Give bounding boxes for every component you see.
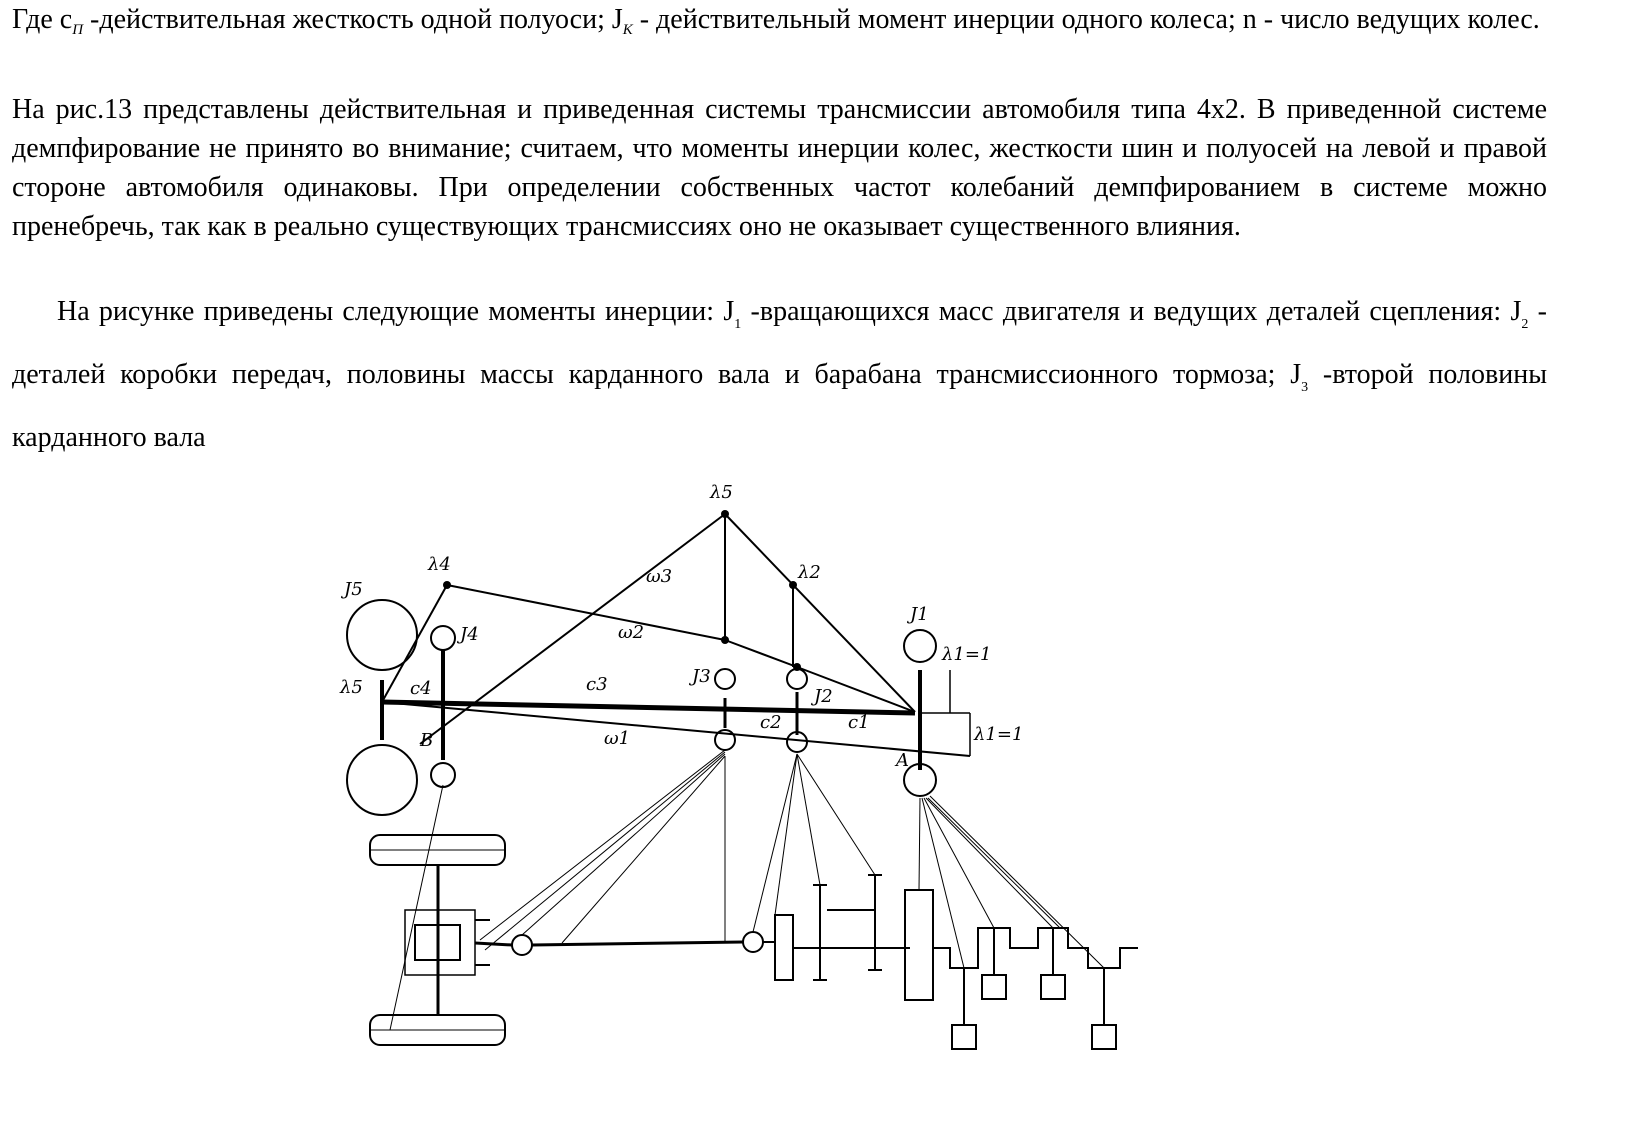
- para3-text-3: - деталей коробки передач, половины массы карданного вала и барабана трансмиссионного тормоза; J: [12, 296, 1547, 390]
- label-j2: J2: [814, 686, 833, 707]
- label-lambda2: λ2: [798, 562, 821, 583]
- mass-j5-top: [347, 600, 417, 670]
- para3-text-2: -вращающихся масс двигателя и ведущих деталей сцепления: J: [741, 296, 1522, 327]
- label-point-a: A: [896, 750, 909, 771]
- label-c1: c1: [848, 712, 870, 733]
- arrow-gear2-to-j2: [797, 754, 820, 885]
- label-c2: c2: [760, 712, 782, 733]
- universal-joint-front: [743, 932, 763, 952]
- label-lambda1-top: λ1=1: [942, 644, 992, 665]
- paragraph-definitions: [12, 0, 1547, 50]
- arrow-joint-to-j2: [753, 754, 797, 932]
- node-mid: [721, 636, 729, 644]
- gearbox-gear-1: [775, 915, 793, 980]
- node-lambda4: [443, 581, 451, 589]
- propeller-shaft: [532, 942, 743, 945]
- arrow-gear1-to-j2: [775, 754, 797, 915]
- label-omega2: ω2: [618, 622, 645, 643]
- arrow-flywheel-to-j1: [919, 798, 920, 890]
- arrow-shaft-to-j3: [562, 756, 725, 943]
- universal-joint-rear: [512, 935, 532, 955]
- arrow-wheel-to-j4: [390, 785, 443, 1030]
- label-point-b: B: [420, 730, 434, 751]
- arrow-crank3-to-j1: [926, 798, 1053, 928]
- para1-subscript-2: К: [622, 22, 633, 38]
- arrow-joint-to-j3: [522, 754, 725, 935]
- arrow-crank2-to-j1: [924, 798, 994, 928]
- piston-2: [982, 975, 1006, 999]
- para3-subscript-3: 3: [1301, 380, 1309, 395]
- arrow-diff-to-j3-2: [485, 752, 725, 950]
- label-j4: J4: [460, 624, 479, 645]
- piston-4: [1092, 1025, 1116, 1049]
- para3-subscript-1: 1: [734, 317, 742, 332]
- para1-text-1: Где c: [12, 4, 73, 35]
- para3-text-4: -второй половины карданного вала: [12, 359, 1548, 453]
- arrow-diff-to-j3-1: [480, 750, 725, 940]
- node-lambda5: [721, 510, 729, 518]
- mass-j1-top: [904, 630, 936, 662]
- paragraph-inertia-moments: [12, 287, 1547, 463]
- piston-3: [1041, 975, 1065, 999]
- label-omega3: ω3: [646, 566, 673, 587]
- label-lambda4: λ4: [428, 554, 451, 575]
- transmission-diagram-svg: [330, 470, 1160, 1070]
- mass-j2: [787, 669, 807, 689]
- para1-subscript-1: П: [72, 22, 84, 38]
- label-j5: J5: [344, 579, 363, 600]
- label-lambda5-top: λ5: [710, 482, 733, 503]
- paragraph-figure-description: На рис.13 представлены действительная и приведенная системы трансмиссии автомобиля типа 4х2. В приведенной системе демпфирование не принято во внимание; считаем, что моменты инерции колес, жесткости шин и полуосей на левой и правой стороне автомобиля одинаковы. При определении собственных частот колебаний демпфированием в системе можно пренебречь, так как в реально существующих трансмиссиях оно не оказывает существенного влияния.: [12, 94, 1547, 242]
- arrow-crank3b-to-j1: [928, 798, 1060, 928]
- label-omega1: ω1: [604, 728, 631, 749]
- label-lambda1-bottom: λ1=1: [974, 724, 1024, 745]
- mass-j5-bottom: [347, 745, 417, 815]
- line-mid-to-j2: [725, 640, 797, 667]
- mass-j4-top: [431, 626, 455, 650]
- mapping-arrows: [390, 750, 1104, 1030]
- crankshaft: [933, 928, 1138, 968]
- flywheel: [905, 890, 933, 1000]
- para1-text-3: - действительный момент инерции одного колеса; n - число ведущих колес.: [632, 4, 1540, 35]
- line-lambda4-mid: [447, 585, 725, 640]
- para3-subscript-2: 2: [1521, 317, 1529, 332]
- label-c4: c4: [410, 678, 432, 699]
- mass-j4-bottom: [431, 763, 455, 787]
- piston-1: [952, 1025, 976, 1049]
- para3-text-1: На рисунке приведены следующие моменты инерции: J: [57, 296, 735, 327]
- mass-j3: [715, 669, 735, 689]
- node-lambda2: [789, 581, 797, 589]
- label-lambda5-side: λ5: [340, 677, 363, 698]
- label-j1: J1: [910, 604, 929, 625]
- label-j3: J3: [692, 666, 711, 687]
- arrow-crank4-to-j1: [930, 796, 1104, 968]
- transmission-diagram: [330, 470, 1160, 1070]
- line-lambda5-right: [725, 514, 915, 712]
- node-j2: [793, 663, 801, 671]
- arrow-gear3-to-j2: [797, 754, 875, 875]
- label-c3: c3: [586, 674, 608, 695]
- para1-text-2: -действительная жесткость одной полуоси; J: [83, 4, 623, 35]
